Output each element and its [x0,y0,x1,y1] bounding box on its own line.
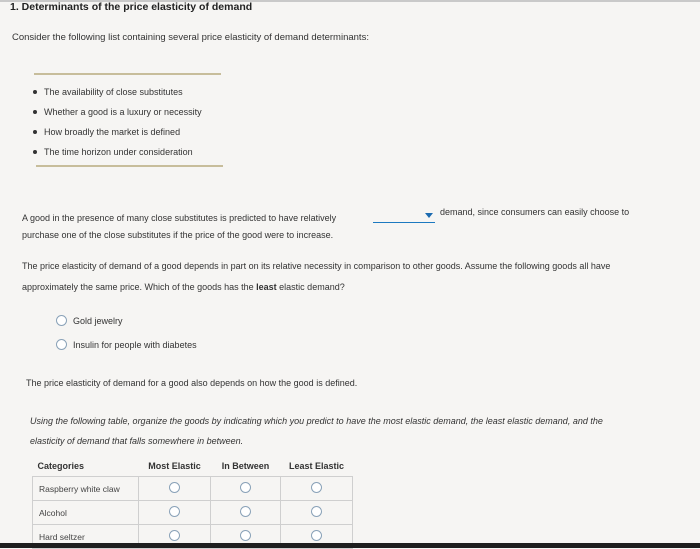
table-instruction-line2: elasticity of demand that falls somewhere in between. [30,436,244,446]
table-row [33,501,353,525]
necessity-text-line1: The price elasticity of demand of a good depends in part on its relative necessity in comparison to other goods. Assume the following goods all have [22,261,611,271]
list-item: The time horizon under consideration [33,146,202,166]
substitutes-text-after: demand, since consumers can easily choose to [440,207,630,217]
list-item: The availability of close substitutes [33,86,202,106]
radio-button[interactable] [311,482,322,493]
definition-text: The price elasticity of demand for a good also depends on how the good is defined. [26,378,358,388]
question-title: 1. Determinants of the price elasticity of demand [10,1,253,13]
cell-most-elastic[interactable] [139,501,211,525]
table-row [33,477,353,501]
option-gold-jewelry[interactable]: Gold jewelry [56,315,123,326]
radio-button[interactable] [311,530,322,541]
radio-button[interactable] [240,482,251,493]
row-label: Alcohol [33,501,139,525]
table-header-row [33,456,353,477]
cell-least-elastic[interactable] [281,501,353,525]
cell-most-elastic[interactable] [139,477,211,501]
cell-in-between[interactable] [211,501,281,525]
bottom-bar [0,543,700,548]
chevron-down-icon [425,213,433,218]
radio-button[interactable] [311,506,322,517]
determinants-list [33,86,202,166]
radio-button[interactable] [240,530,251,541]
radio-button[interactable] [56,339,67,350]
header-in-between: In Between [211,456,281,477]
substitutes-text-line2: purchase one of the close substitutes if the price of the good were to increase. [22,230,334,240]
necessity-text-line2: approximately the same price. Which of the goods has the least elastic demand? [22,282,345,292]
radio-button[interactable] [169,530,180,541]
elasticity-table [32,456,353,549]
header-categories: Categories [33,456,139,477]
question-intro: Consider the following list containing several price elasticity of demand determinants: [12,32,369,43]
radio-button[interactable] [240,506,251,517]
list-item: Whether a good is a luxury or necessity [33,106,202,126]
radio-button[interactable] [56,315,67,326]
header-most-elastic: Most Elastic [139,456,211,477]
table-instruction-line1: Using the following table, organize the goods by indicating which you predict to have the most elastic demand, the least elastic demand, and the [30,416,603,426]
header-least-elastic: Least Elastic [281,456,353,477]
radio-button[interactable] [169,506,180,517]
elasticity-dropdown[interactable] [373,210,435,223]
list-bottom-rule [36,165,223,167]
row-label: Hard seltzer [33,525,139,549]
substitutes-text-before: A good in the presence of many close substitutes is predicted to have relatively [22,213,337,223]
list-item: How broadly the market is defined [33,126,202,146]
cell-least-elastic[interactable] [281,477,353,501]
cell-in-between[interactable] [211,477,281,501]
option-insulin[interactable]: Insulin for people with diabetes [56,339,197,350]
radio-button[interactable] [169,482,180,493]
emphasis-least: least [256,282,277,292]
row-label: Raspberry white claw [33,477,139,501]
list-top-rule [34,73,221,75]
